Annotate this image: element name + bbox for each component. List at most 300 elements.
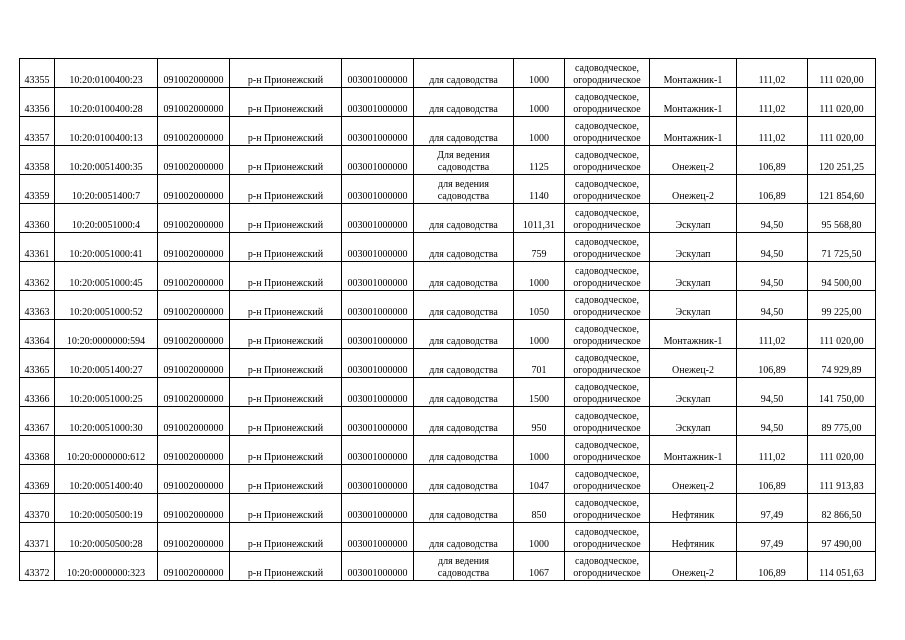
cadastral-number-text: 10:20:0051000:52	[69, 307, 143, 318]
table-row	[20, 117, 876, 146]
district-text: р-н Прионежский	[247, 423, 324, 434]
area-text: 1000	[529, 336, 549, 347]
category-code-text: 003001000000	[347, 510, 408, 521]
area-cell	[514, 117, 565, 146]
cadastral-value-cell	[808, 523, 876, 552]
permitted-use-line: для садоводства	[429, 510, 498, 521]
category-code-cell	[342, 378, 414, 407]
area-text: 850	[531, 510, 547, 521]
category-code-cell	[342, 59, 414, 88]
partnership-cell	[650, 146, 737, 175]
cadastral-number-text: 10:20:0051000:30	[69, 423, 143, 434]
permitted-use-line: для садоводства	[429, 133, 498, 144]
cadastral-value-text: 89 775,00	[821, 423, 862, 434]
cadastral-number-cell	[55, 523, 158, 552]
partnership-text: Эскулап	[675, 278, 711, 289]
district-cell	[230, 117, 342, 146]
purpose-line: садоводческое,	[574, 121, 640, 132]
specific-value-text: 97,49	[760, 510, 784, 521]
cadastral-value-text: 120 251,25	[819, 162, 864, 173]
cadastral-value-text: 114 051,63	[819, 568, 864, 579]
category-code-cell	[342, 494, 414, 523]
row-number-text: 43356	[24, 104, 50, 115]
table-row	[20, 465, 876, 494]
area-text: 701	[531, 365, 547, 376]
okato-code-cell	[158, 117, 230, 146]
category-code-text: 003001000000	[347, 423, 408, 434]
row-number-text: 43364	[24, 336, 50, 347]
specific-value-text: 106,89	[758, 365, 786, 376]
permitted-use-line: садоводства	[437, 162, 490, 173]
category-code-text: 003001000000	[347, 162, 408, 173]
cadastral-value-text: 94 500,00	[821, 278, 862, 289]
district-text: р-н Прионежский	[247, 249, 324, 260]
district-text: р-н Прионежский	[247, 452, 324, 463]
cadastral-number-text: 10:20:0051000:4	[71, 220, 141, 231]
cadastral-number-cell	[55, 117, 158, 146]
okato-code-cell	[158, 349, 230, 378]
row-number-text: 43365	[24, 365, 50, 376]
row-number-text: 43355	[24, 75, 50, 86]
purpose-line: садоводческое,	[574, 498, 640, 509]
purpose-line: огородническое	[573, 336, 641, 347]
cadastral-value-text: 82 866,50	[821, 510, 862, 521]
table-row	[20, 407, 876, 436]
okato-code-text: 091002000000	[163, 568, 224, 579]
cadastral-value-text: 121 854,60	[819, 191, 864, 202]
area-text: 1000	[529, 75, 549, 86]
purpose-line: огородническое	[573, 568, 641, 579]
permitted-use-line: для садоводства	[429, 220, 498, 231]
partnership-cell	[650, 233, 737, 262]
specific-value-text: 111,02	[758, 75, 786, 86]
purpose-cell	[565, 175, 650, 204]
permitted-use-cell	[414, 291, 514, 320]
table-body	[20, 59, 876, 581]
purpose-line: огородническое	[573, 133, 641, 144]
table-row	[20, 320, 876, 349]
partnership-cell	[650, 494, 737, 523]
cadastral-number-text: 10:20:0000000:612	[66, 452, 146, 463]
area-text: 950	[531, 423, 547, 434]
district-text: р-н Прионежский	[247, 220, 324, 231]
category-code-cell	[342, 465, 414, 494]
row-number-cell	[20, 233, 55, 262]
partnership-text: Нефтяник	[671, 539, 715, 550]
permitted-use-cell	[414, 349, 514, 378]
cadastral-number-text: 10:20:0000000:594	[66, 336, 146, 347]
cadastral-value-cell	[808, 146, 876, 175]
partnership-text: Эскулап	[675, 249, 711, 260]
specific-value-cell	[737, 117, 808, 146]
area-cell	[514, 436, 565, 465]
okato-code-cell	[158, 233, 230, 262]
area-text: 759	[531, 249, 547, 260]
cadastral-number-cell	[55, 436, 158, 465]
area-cell	[514, 204, 565, 233]
district-cell	[230, 146, 342, 175]
row-number-text: 43368	[24, 452, 50, 463]
permitted-use-cell	[414, 378, 514, 407]
district-text: р-н Прионежский	[247, 481, 324, 492]
cadastral-value-cell	[808, 407, 876, 436]
cadastral-value-text: 71 725,50	[821, 249, 862, 260]
category-code-text: 003001000000	[347, 104, 408, 115]
table-row	[20, 88, 876, 117]
purpose-line: садоводческое,	[574, 411, 640, 422]
okato-code-text: 091002000000	[163, 452, 224, 463]
cadastral-value-text: 74 929,89	[821, 365, 862, 376]
district-cell	[230, 320, 342, 349]
permitted-use-cell	[414, 523, 514, 552]
permitted-use-line: Для ведения	[437, 150, 490, 161]
specific-value-cell	[737, 204, 808, 233]
area-text: 1011,31	[522, 220, 556, 231]
partnership-cell	[650, 378, 737, 407]
permitted-use-line: для ведения	[438, 556, 489, 567]
row-number-cell	[20, 552, 55, 581]
partnership-cell	[650, 117, 737, 146]
table-row	[20, 175, 876, 204]
area-text: 1067	[529, 568, 549, 579]
area-text: 1000	[529, 452, 549, 463]
specific-value-cell	[737, 146, 808, 175]
okato-code-text: 091002000000	[163, 539, 224, 550]
cadastral-number-cell	[55, 262, 158, 291]
permitted-use-line: для садоводства	[429, 278, 498, 289]
purpose-line: огородническое	[573, 365, 641, 376]
cadastral-value-text: 111 020,00	[819, 133, 864, 144]
purpose-cell	[565, 320, 650, 349]
cadastral-value-cell	[808, 204, 876, 233]
specific-value-cell	[737, 59, 808, 88]
specific-value-text: 94,50	[760, 249, 784, 260]
table-row	[20, 523, 876, 552]
row-number-cell	[20, 88, 55, 117]
category-code-cell	[342, 117, 414, 146]
row-number-text: 43361	[24, 249, 50, 260]
district-cell	[230, 204, 342, 233]
permitted-use-line: садоводства	[437, 191, 490, 202]
partnership-cell	[650, 59, 737, 88]
cadastral-value-text: 111 020,00	[819, 104, 864, 115]
district-cell	[230, 88, 342, 117]
permitted-use-line: для садоводства	[429, 336, 498, 347]
area-text: 1140	[529, 191, 549, 202]
okato-code-text: 091002000000	[163, 162, 224, 173]
cadastral-number-cell	[55, 146, 158, 175]
purpose-line: садоводческое,	[574, 527, 640, 538]
okato-code-text: 091002000000	[163, 75, 224, 86]
area-text: 1000	[529, 539, 549, 550]
okato-code-cell	[158, 378, 230, 407]
purpose-line: садоводческое,	[574, 208, 640, 219]
land-parcel-table	[19, 58, 876, 581]
cadastral-value-text: 111 913,83	[819, 481, 864, 492]
okato-code-cell	[158, 320, 230, 349]
permitted-use-line: для садоводства	[429, 481, 498, 492]
okato-code-cell	[158, 204, 230, 233]
okato-code-text: 091002000000	[163, 249, 224, 260]
table-row	[20, 436, 876, 465]
okato-code-cell	[158, 523, 230, 552]
cadastral-value-text: 95 568,80	[821, 220, 862, 231]
specific-value-text: 106,89	[758, 191, 786, 202]
permitted-use-line: для садоводства	[429, 307, 498, 318]
table-row	[20, 204, 876, 233]
area-cell	[514, 59, 565, 88]
district-cell	[230, 465, 342, 494]
permitted-use-line: для ведения	[438, 179, 489, 190]
cadastral-number-cell	[55, 175, 158, 204]
district-text: р-н Прионежский	[247, 307, 324, 318]
area-cell	[514, 320, 565, 349]
district-cell	[230, 523, 342, 552]
row-number-cell	[20, 146, 55, 175]
permitted-use-cell	[414, 204, 514, 233]
district-cell	[230, 378, 342, 407]
partnership-text: Нефтяник	[671, 510, 715, 521]
purpose-cell	[565, 378, 650, 407]
partnership-text: Онежец-2	[672, 481, 714, 492]
purpose-cell	[565, 233, 650, 262]
district-cell	[230, 233, 342, 262]
purpose-line: садоводческое,	[574, 295, 640, 306]
okato-code-text: 091002000000	[163, 423, 224, 434]
permitted-use-cell	[414, 436, 514, 465]
partnership-text: Монтажник-1	[663, 133, 723, 144]
permitted-use-cell	[414, 552, 514, 581]
okato-code-cell	[158, 552, 230, 581]
category-code-text: 003001000000	[347, 307, 408, 318]
purpose-cell	[565, 407, 650, 436]
cadastral-number-text: 10:20:0051400:7	[71, 191, 141, 202]
specific-value-cell	[737, 407, 808, 436]
cadastral-value-cell	[808, 494, 876, 523]
area-cell	[514, 291, 565, 320]
row-number-text: 43366	[24, 394, 50, 405]
okato-code-cell	[158, 494, 230, 523]
okato-code-text: 091002000000	[163, 133, 224, 144]
specific-value-cell	[737, 291, 808, 320]
district-cell	[230, 262, 342, 291]
category-code-text: 003001000000	[347, 75, 408, 86]
purpose-cell	[565, 436, 650, 465]
category-code-text: 003001000000	[347, 220, 408, 231]
purpose-cell	[565, 552, 650, 581]
purpose-cell	[565, 349, 650, 378]
purpose-line: садоводческое,	[574, 150, 640, 161]
area-cell	[514, 175, 565, 204]
permitted-use-line: садоводства	[437, 568, 490, 579]
permitted-use-cell	[414, 465, 514, 494]
okato-code-cell	[158, 465, 230, 494]
category-code-cell	[342, 523, 414, 552]
row-number-text: 43369	[24, 481, 50, 492]
okato-code-cell	[158, 407, 230, 436]
row-number-cell	[20, 436, 55, 465]
specific-value-cell	[737, 349, 808, 378]
partnership-cell	[650, 291, 737, 320]
table-row	[20, 262, 876, 291]
district-text: р-н Прионежский	[247, 365, 324, 376]
permitted-use-line: для садоводства	[429, 539, 498, 550]
specific-value-cell	[737, 494, 808, 523]
district-cell	[230, 494, 342, 523]
category-code-cell	[342, 320, 414, 349]
area-cell	[514, 552, 565, 581]
permitted-use-line: для садоводства	[429, 75, 498, 86]
permitted-use-cell	[414, 320, 514, 349]
row-number-text: 43363	[24, 307, 50, 318]
district-text: р-н Прионежский	[247, 394, 324, 405]
purpose-cell	[565, 494, 650, 523]
district-text: р-н Прионежский	[247, 510, 324, 521]
cadastral-value-text: 97 490,00	[821, 539, 862, 550]
category-code-text: 003001000000	[347, 278, 408, 289]
cadastral-value-cell	[808, 436, 876, 465]
purpose-line: садоводческое,	[574, 324, 640, 335]
category-code-text: 003001000000	[347, 191, 408, 202]
purpose-cell	[565, 59, 650, 88]
row-number-cell	[20, 407, 55, 436]
row-number-cell	[20, 349, 55, 378]
table-row	[20, 233, 876, 262]
table-row	[20, 59, 876, 88]
specific-value-cell	[737, 175, 808, 204]
okato-code-cell	[158, 262, 230, 291]
district-cell	[230, 552, 342, 581]
partnership-text: Онежец-2	[672, 162, 714, 173]
cadastral-number-text: 10:20:0051400:27	[69, 365, 143, 376]
table-row	[20, 349, 876, 378]
row-number-cell	[20, 59, 55, 88]
row-number-cell	[20, 175, 55, 204]
specific-value-text: 94,50	[760, 278, 784, 289]
purpose-line: огородническое	[573, 191, 641, 202]
specific-value-text: 106,89	[758, 568, 786, 579]
purpose-cell	[565, 291, 650, 320]
row-number-cell	[20, 523, 55, 552]
partnership-text: Монтажник-1	[663, 452, 723, 463]
cadastral-number-cell	[55, 320, 158, 349]
partnership-cell	[650, 552, 737, 581]
partnership-cell	[650, 523, 737, 552]
purpose-cell	[565, 523, 650, 552]
permitted-use-line: для садоводства	[429, 249, 498, 260]
partnership-text: Онежец-2	[672, 365, 714, 376]
category-code-cell	[342, 436, 414, 465]
cadastral-value-cell	[808, 59, 876, 88]
cadastral-number-cell	[55, 378, 158, 407]
area-text: 1000	[529, 278, 549, 289]
purpose-line: огородническое	[573, 307, 641, 318]
purpose-line: огородническое	[573, 510, 641, 521]
district-cell	[230, 175, 342, 204]
area-text: 1047	[529, 481, 549, 492]
okato-code-text: 091002000000	[163, 307, 224, 318]
okato-code-text: 091002000000	[163, 278, 224, 289]
row-number-cell	[20, 494, 55, 523]
permitted-use-cell	[414, 262, 514, 291]
cadastral-number-text: 10:20:0051400:35	[69, 162, 143, 173]
purpose-cell	[565, 465, 650, 494]
category-code-cell	[342, 262, 414, 291]
district-text: р-н Прионежский	[247, 104, 324, 115]
specific-value-cell	[737, 262, 808, 291]
cadastral-value-cell	[808, 552, 876, 581]
category-code-cell	[342, 204, 414, 233]
row-number-text: 43367	[24, 423, 50, 434]
purpose-line: огородническое	[573, 162, 641, 173]
district-text: р-н Прионежский	[247, 336, 324, 347]
purpose-line: садоводческое,	[574, 382, 640, 393]
permitted-use-cell	[414, 233, 514, 262]
purpose-line: садоводческое,	[574, 353, 640, 364]
table-row	[20, 291, 876, 320]
specific-value-text: 106,89	[758, 162, 786, 173]
specific-value-text: 94,50	[760, 423, 784, 434]
specific-value-cell	[737, 320, 808, 349]
specific-value-cell	[737, 465, 808, 494]
purpose-line: огородническое	[573, 104, 641, 115]
category-code-text: 003001000000	[347, 568, 408, 579]
cadastral-number-text: 10:20:0100400:13	[69, 133, 143, 144]
cadastral-value-cell	[808, 320, 876, 349]
area-cell	[514, 88, 565, 117]
partnership-cell	[650, 320, 737, 349]
specific-value-text: 94,50	[760, 394, 784, 405]
purpose-line: садоводческое,	[574, 469, 640, 480]
cadastral-number-cell	[55, 233, 158, 262]
area-cell	[514, 349, 565, 378]
district-cell	[230, 407, 342, 436]
purpose-line: садоводческое,	[574, 237, 640, 248]
category-code-text: 003001000000	[347, 365, 408, 376]
cadastral-value-cell	[808, 175, 876, 204]
partnership-text: Эскулап	[675, 394, 711, 405]
partnership-cell	[650, 407, 737, 436]
area-text: 1000	[529, 104, 549, 115]
purpose-line: огородническое	[573, 249, 641, 260]
okato-code-cell	[158, 146, 230, 175]
area-cell	[514, 378, 565, 407]
cadastral-number-text: 10:20:0000000:323	[66, 568, 146, 579]
category-code-cell	[342, 291, 414, 320]
area-text: 1125	[529, 162, 549, 173]
cadastral-number-text: 10:20:0100400:28	[69, 104, 143, 115]
permitted-use-cell	[414, 494, 514, 523]
cadastral-number-text: 10:20:0051000:45	[69, 278, 143, 289]
cadastral-number-text: 10:20:0100400:23	[69, 75, 143, 86]
row-number-text: 43370	[24, 510, 50, 521]
area-text: 1050	[529, 307, 549, 318]
okato-code-cell	[158, 88, 230, 117]
cadastral-number-cell	[55, 494, 158, 523]
permitted-use-cell	[414, 146, 514, 175]
specific-value-cell	[737, 233, 808, 262]
cadastral-number-cell	[55, 349, 158, 378]
okato-code-text: 091002000000	[163, 336, 224, 347]
district-text: р-н Прионежский	[247, 539, 324, 550]
district-cell	[230, 349, 342, 378]
partnership-cell	[650, 204, 737, 233]
purpose-cell	[565, 88, 650, 117]
partnership-text: Эскулап	[675, 220, 711, 231]
district-text: р-н Прионежский	[247, 568, 324, 579]
table-row	[20, 494, 876, 523]
row-number-cell	[20, 291, 55, 320]
